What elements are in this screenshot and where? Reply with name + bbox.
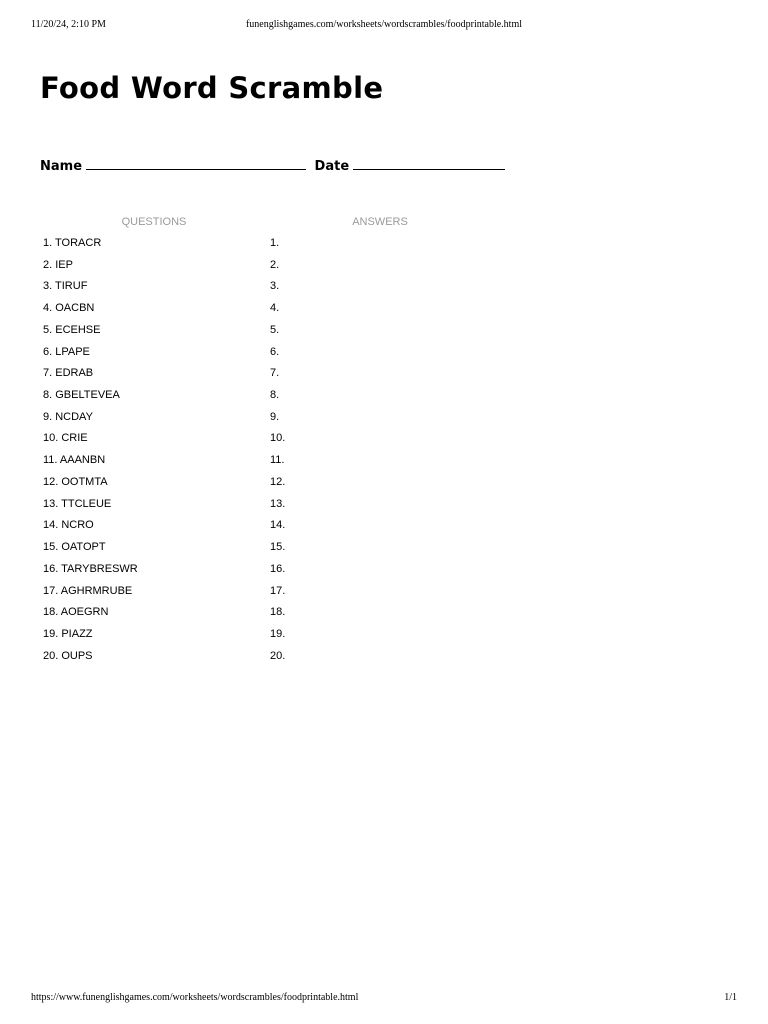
list-item [0,450,768,472]
scrambled-word: 10. CRIE [43,432,88,445]
answer-slot: 10. [270,432,286,445]
list-item [0,428,768,450]
name-date-line [40,157,509,176]
scrambled-word: 9. NCDAY [43,410,93,423]
answer-slot: 2. [270,258,280,271]
scrambled-word: 20. OUPS [43,649,93,662]
scrambled-word: 5. ECEHSE [43,323,101,336]
answer-slot: 19. [270,627,286,640]
list-item [0,255,768,277]
list-item [0,624,768,646]
scrambled-word: 14. NCRO [43,519,94,532]
answer-slot: 12. [270,475,286,488]
list-item [0,342,768,364]
print-header [0,19,768,33]
answer-slot: 20. [270,649,286,662]
scrambled-word: 13. TTCLEUE [43,497,112,510]
print-footer [0,992,768,1006]
list-item [0,298,768,320]
scrambled-word: 2. IEP [43,258,73,271]
scrambled-word: 8. GBELTEVEA [43,389,120,402]
answer-slot: 9. [270,410,280,423]
scrambled-word: 4. OACBN [43,302,95,315]
scrambled-word: 16. TARYBRESWR [43,562,138,575]
answer-slot: 7. [270,367,280,380]
answer-slot: 16. [270,562,286,575]
date-label: Date [314,159,350,174]
list-item [0,385,768,407]
scrambled-word: 17. AGHRMRUBE [43,584,133,597]
date-blank[interactable] [353,157,505,170]
list-item [0,537,768,559]
scrambled-word: 6. LPAPE [43,345,90,358]
answer-slot: 8. [270,389,280,402]
scrambled-word: 7. EDRAB [43,367,94,380]
answer-slot: 15. [270,541,286,554]
name-blank[interactable] [86,157,306,170]
print-datetime: 11/20/24, 2:10 PM [31,19,106,30]
answer-slot: 18. [270,606,286,619]
scrambled-word: 15. OATOPT [43,541,106,554]
questions-header: QUESTIONS [121,216,187,228]
answer-slot: 6. [270,345,280,358]
answers-header: ANSWERS [352,216,408,228]
page-title: Food Word Scramble [40,71,384,105]
scrambled-word: 18. AOEGRN [43,606,109,619]
list-item [0,581,768,603]
answer-slot: 4. [270,302,280,315]
answer-slot: 11. [270,454,285,467]
name-label: Name [40,159,83,174]
scrambled-word: 11. AAANBN [43,454,106,467]
print-url: https://www.funenglishgames.com/worksheets/wordscrambles/foodprintable.html [31,992,359,1003]
list-item [0,320,768,342]
scrambled-word: 1. TORACR [43,237,102,249]
word-list [0,233,768,667]
print-page-title: funenglishgames.com/worksheets/wordscrambles/foodprintable.html [245,19,523,30]
list-item [0,233,768,255]
list-item [0,472,768,494]
list-item [0,646,768,668]
scrambled-word: 3. TIRUF [43,280,88,293]
answer-slot: 1. [270,237,280,249]
answer-slot: 3. [270,280,280,293]
list-item [0,494,768,516]
answer-slot: 13. [270,497,286,510]
print-page-number: 1/1 [724,992,737,1003]
list-item [0,407,768,429]
answer-slot: 14. [270,519,286,532]
answer-slot: 17. [270,584,286,597]
list-item [0,276,768,298]
scrambled-word: 19. PIAZZ [43,627,93,640]
list-item [0,515,768,537]
list-item [0,363,768,385]
answer-slot: 5. [270,323,280,336]
list-item [0,602,768,624]
scrambled-word: 12. OOTMTA [43,475,108,488]
list-item [0,559,768,581]
